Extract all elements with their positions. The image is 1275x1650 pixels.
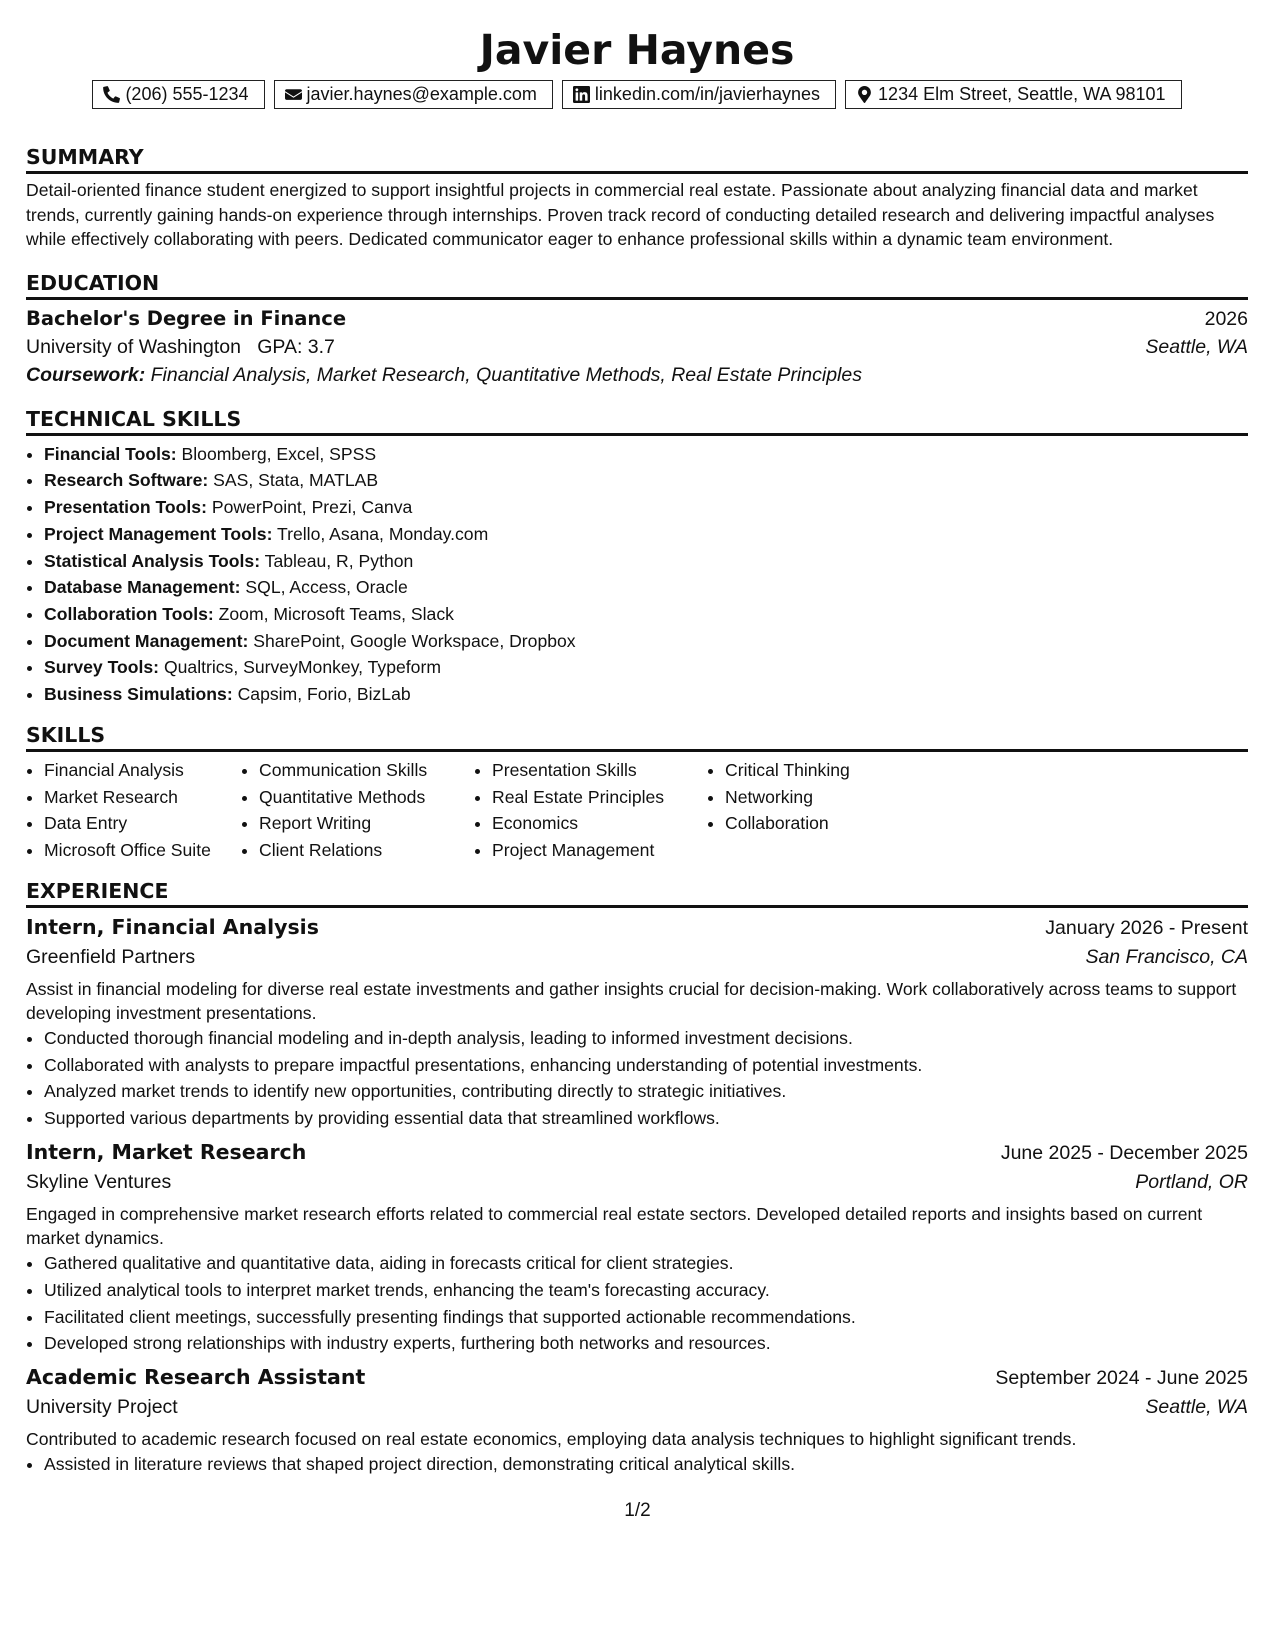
skill-value: PowerPoint, Prezi, Canva bbox=[211, 497, 413, 518]
resume-page bbox=[26, 0, 1248, 1478]
list-item: • Report Writing bbox=[259, 810, 474, 837]
summary-text: Detail-oriented finance student energized to support insightful projects in commercial real estate. Passionate about analyzing financial data and market trends, currently gaining hands-on experience through internships. Proven track record of conducting detailed research and delivering impactful analyses while effectively collaborating with peers. Dedicated communicator eager to enhance professional skills within a dynamic team environment. bbox=[26, 180, 1215, 250]
list-item bbox=[44, 521, 1248, 548]
job-title: Intern, Market Research bbox=[26, 1139, 307, 1164]
list-item bbox=[44, 654, 1248, 681]
coursework bbox=[26, 364, 1248, 387]
technical-skills-section bbox=[26, 405, 1248, 708]
list-item: • Economics bbox=[492, 810, 707, 837]
skill-value: SQL, Access, Oracle bbox=[245, 577, 408, 598]
section-title: EXPERIENCE bbox=[26, 877, 1248, 908]
job-date: September 2024 - June 2025 bbox=[995, 1367, 1248, 1390]
candidate-name: Javier Haynes bbox=[479, 26, 795, 74]
email-text: javier.haynes@example.com bbox=[306, 84, 537, 104]
gpa: GPA: 3.7 bbox=[257, 335, 335, 358]
skill-value: Qualtrics, SurveyMonkey, Typeform bbox=[163, 657, 441, 678]
contact-linkedin[interactable] bbox=[562, 80, 836, 109]
section-title: SUMMARY bbox=[26, 143, 1248, 174]
skill-label: Collaboration Tools: bbox=[44, 604, 214, 624]
job-date: June 2025 - December 2025 bbox=[1000, 1141, 1248, 1164]
contact-address[interactable] bbox=[845, 80, 1182, 109]
list-item bbox=[44, 441, 1248, 468]
job-description: Contributed to academic research focused on real estate economics, employing data analysis techniques to highlight significant trends. bbox=[26, 1429, 1077, 1450]
skill-label: Financial Tools: bbox=[44, 443, 177, 464]
school-location: Seattle, WA bbox=[1145, 335, 1248, 358]
skill-label: Business Simulations: bbox=[44, 684, 233, 705]
list-item bbox=[44, 628, 1248, 655]
skill-label: Project Management Tools: bbox=[44, 523, 273, 544]
education-row bbox=[26, 307, 1248, 331]
list-item: • Project Management bbox=[492, 837, 707, 864]
skill-value: SharePoint, Google Workspace, Dropbox bbox=[253, 630, 576, 651]
list-item: • Financial Analysis bbox=[44, 757, 241, 784]
list-item: • Gathered qualitative and quantitative data, aiding in forecasts critical for client strategies. bbox=[44, 1250, 1248, 1277]
skill-value: Tableau, R, Python bbox=[264, 550, 414, 571]
graduation-year: 2026 bbox=[1204, 307, 1248, 330]
list-item: • Analyzed market trends to identify new opportunities, contributing directly to strategic initiatives. bbox=[44, 1078, 1248, 1105]
section-title: EDUCATION bbox=[26, 269, 1248, 300]
section-title: SKILLS bbox=[26, 721, 1248, 752]
map-marker-icon bbox=[856, 86, 873, 103]
page-number: 1/2 bbox=[624, 1500, 651, 1521]
envelope-icon bbox=[285, 86, 302, 103]
list-item: • Market Research bbox=[44, 784, 241, 811]
skill-label: Database Management: bbox=[44, 577, 241, 598]
company: Skyline Ventures bbox=[26, 1170, 172, 1193]
job-date: January 2026 - Present bbox=[1045, 916, 1248, 939]
skills-column bbox=[26, 757, 241, 864]
skill-value: Trello, Asana, Monday.com bbox=[277, 523, 489, 544]
job-location: Portland, OR bbox=[1135, 1170, 1248, 1193]
contact-phone[interactable] bbox=[92, 80, 264, 109]
technical-skills-list bbox=[26, 441, 1248, 708]
skill-value: Zoom, Microsoft Teams, Slack bbox=[218, 604, 454, 624]
skill-value: SAS, Stata, MATLAB bbox=[213, 470, 379, 491]
experience-section bbox=[26, 877, 1248, 1478]
list-item: • Networking bbox=[725, 784, 940, 811]
job-bullets bbox=[26, 1025, 1248, 1132]
education-section bbox=[26, 269, 1248, 387]
list-item bbox=[44, 574, 1248, 601]
list-item bbox=[44, 681, 1248, 708]
skills-column bbox=[707, 757, 940, 864]
coursework-list: Financial Analysis, Market Research, Quantitative Methods, Real Estate Principles bbox=[150, 363, 862, 386]
skills-column bbox=[474, 757, 707, 864]
list-item: • Microsoft Office Suite bbox=[44, 837, 241, 864]
contact-email[interactable] bbox=[274, 80, 553, 109]
skill-label: Survey Tools: bbox=[44, 657, 160, 678]
list-item bbox=[44, 467, 1248, 494]
phone-text: (206) 555-1234 bbox=[125, 84, 249, 104]
job-description: Engaged in comprehensive market research efforts related to commercial real estate sectors. Developed detailed reports and insights based on current market dynamics. bbox=[26, 1203, 1203, 1249]
list-item: • Data Entry bbox=[44, 810, 241, 837]
list-item: • Client Relations bbox=[259, 837, 474, 864]
list-item: • Facilitated client meetings, successfully presenting findings that supported actionable recommendations. bbox=[44, 1304, 1248, 1331]
list-item bbox=[44, 494, 1248, 521]
skill-label: Research Software: bbox=[44, 470, 209, 491]
list-item: • Collaboration bbox=[725, 810, 940, 837]
list-item: • Utilized analytical tools to interpret market trends, enhancing the team's forecasting accuracy. bbox=[44, 1277, 1248, 1304]
job-entry bbox=[26, 1140, 1248, 1357]
skills-column bbox=[241, 757, 474, 864]
list-item: • Quantitative Methods bbox=[259, 784, 474, 811]
job-description: Assist in financial modeling for diverse real estate investments and gather insights crucial for decision-making. Work collaboratively across teams to support developing investment presentations. bbox=[26, 978, 1237, 1023]
list-item bbox=[44, 601, 1248, 628]
list-item: • Communication Skills bbox=[259, 757, 474, 784]
linkedin-text: linkedin.com/in/javierhaynes bbox=[594, 84, 821, 104]
skill-value: Bloomberg, Excel, SPSS bbox=[181, 443, 377, 464]
list-item: • Critical Thinking bbox=[725, 757, 940, 784]
coursework-label: Coursework: bbox=[26, 363, 146, 386]
company: University Project bbox=[26, 1396, 178, 1419]
company: Greenfield Partners bbox=[26, 945, 196, 968]
skills-section bbox=[26, 721, 1248, 864]
skill-label: Presentation Tools: bbox=[44, 497, 207, 518]
section-title: TECHNICAL SKILLS bbox=[26, 405, 1248, 436]
list-item: • Assisted in literature reviews that shaped project direction, demonstrating critical analytical skills. bbox=[44, 1451, 1248, 1478]
phone-icon bbox=[103, 86, 120, 103]
job-location: San Francisco, CA bbox=[1085, 945, 1248, 968]
list-item: • Collaborated with analysts to prepare impactful presentations, enhancing understanding of potential investments. bbox=[44, 1052, 1248, 1079]
skill-value: Capsim, Forio, BizLab bbox=[237, 684, 411, 705]
job-bullets bbox=[26, 1451, 1248, 1478]
summary-section bbox=[26, 143, 1248, 252]
degree: Bachelor's Degree in Finance bbox=[26, 306, 347, 330]
contact-bar bbox=[26, 80, 1248, 109]
list-item bbox=[44, 548, 1248, 575]
school-row bbox=[26, 336, 1248, 359]
job-entry bbox=[26, 1365, 1248, 1478]
list-item: • Developed strong relationships with industry experts, furthering both networks and resources. bbox=[44, 1330, 1248, 1357]
skill-label: Document Management: bbox=[44, 630, 249, 651]
linkedin-icon bbox=[573, 86, 590, 103]
list-item: • Real Estate Principles bbox=[492, 784, 707, 811]
skills-grid bbox=[26, 757, 1248, 864]
job-title: Intern, Financial Analysis bbox=[26, 914, 319, 939]
list-item: • Conducted thorough financial modeling and in-depth analysis, leading to informed investment decisions. bbox=[44, 1025, 1248, 1052]
school: University of Washington bbox=[26, 335, 241, 358]
address-text: 1234 Elm Street, Seattle, WA 98101 bbox=[878, 84, 1166, 104]
job-bullets bbox=[26, 1250, 1248, 1357]
list-item: • Presentation Skills bbox=[492, 757, 707, 784]
list-item: • Supported various departments by providing essential data that streamlined workflows. bbox=[44, 1105, 1248, 1132]
job-title: Academic Research Assistant bbox=[26, 1365, 366, 1390]
job-entry bbox=[26, 915, 1248, 1132]
job-location: Seattle, WA bbox=[1145, 1396, 1248, 1419]
skill-label: Statistical Analysis Tools: bbox=[44, 550, 261, 571]
